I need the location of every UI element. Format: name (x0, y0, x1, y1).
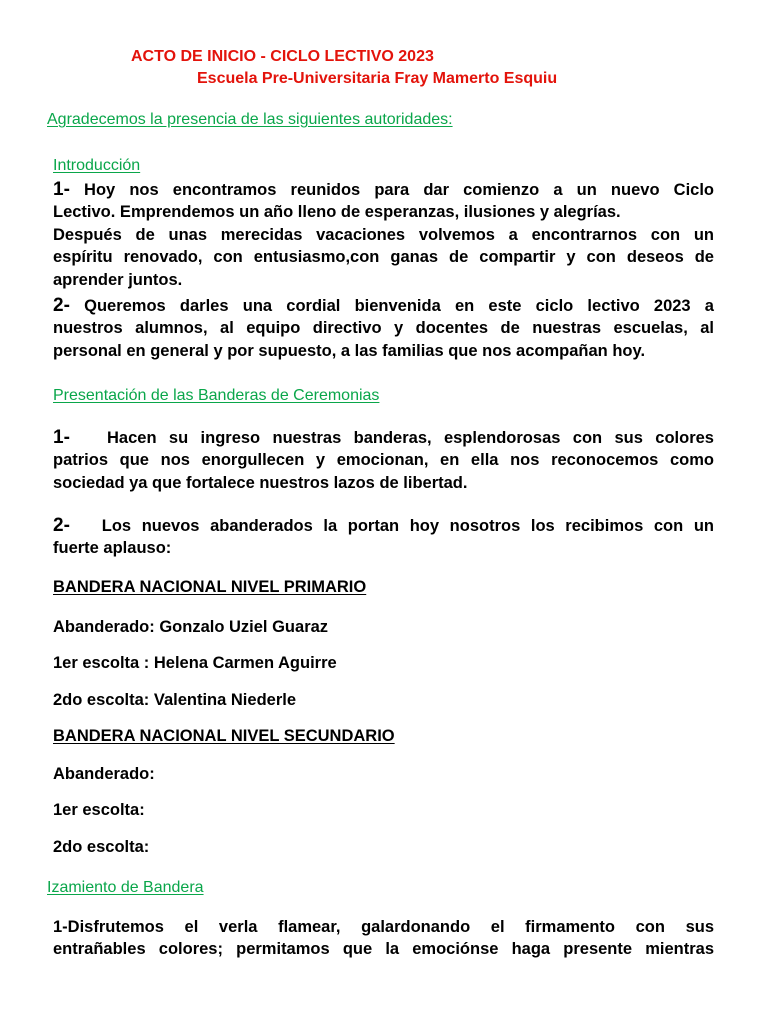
paragraph-number: 1- (53, 179, 70, 200)
intro-paragraph-2: 2- Queremos darles una cordial bienvenida en este ciclo lectivo 2023 a nuestros alumnos, al equipo directivo y docentes de nuestras escuelas, al personal en general y por supuesto, a las familias que nos acompañan hoy. (53, 295, 714, 360)
intro-heading: Introducción (53, 157, 141, 174)
flags-paragraph-2: 2- Los nuevos abanderados la portan hoy nosotros los recibimos con un fuerte aplauso: (53, 515, 714, 558)
primary-escolta-2: 2do escolta: Valentina Niederle (53, 691, 297, 709)
secondary-escolta-1: 1er escolta: (53, 801, 145, 819)
secondary-flag-heading: BANDERA NACIONAL NIVEL SECUNDARIO (53, 727, 395, 745)
thanks-heading: Agradecemos la presencia de las siguientes autoridades: (47, 111, 453, 128)
document-title: ACTO DE INICIO - CICLO LECTIVO 2023 (131, 48, 434, 65)
flags-paragraph-1: 1- Hacen su ingreso nuestras banderas, esplendorosas con sus colores patrios que nos enorgullecen y emocionan, en ella nos reconocemos como sociedad ya que fortalece nuestros lazos de libertad. (53, 427, 714, 492)
secondary-escolta-2: 2do escolta: (53, 838, 150, 856)
raising-paragraph: 1-Disfrutemos el verla flamear, galardonando el firmamento con sus entrañables colores; permitamos que la emociónse haga presente mientras (53, 918, 714, 959)
school-name: Escuela Pre-Universitaria Fray Mamerto Esquiu (197, 70, 558, 87)
primary-escolta-1: 1er escolta : Helena Carmen Aguirre (53, 654, 337, 672)
flags-heading: Presentación de las Banderas de Ceremonias (53, 387, 380, 404)
paragraph-number: 1- (53, 427, 70, 448)
intro-paragraph-1: 1- Hoy nos encontramos reunidos para dar comienzo a un nuevo Ciclo Lectivo. Emprendemos un año lleno de esperanzas, ilusiones y alegrías. Después de unas merecidas vacaciones volvemos a encontrarnos con un espíritu renovado, con entusiasmo,con ganas de compartir y con deseos de aprender juntos. (53, 179, 714, 289)
paragraph-number: 2- (53, 295, 70, 316)
primary-flag-heading: BANDERA NACIONAL NIVEL PRIMARIO (53, 578, 367, 596)
raising-heading: Izamiento de Bandera (47, 879, 204, 896)
paragraph-number: 2- (53, 515, 70, 536)
secondary-abanderado: Abanderado: (53, 765, 155, 783)
primary-abanderado: Abanderado: Gonzalo Uziel Guaraz (53, 618, 329, 636)
